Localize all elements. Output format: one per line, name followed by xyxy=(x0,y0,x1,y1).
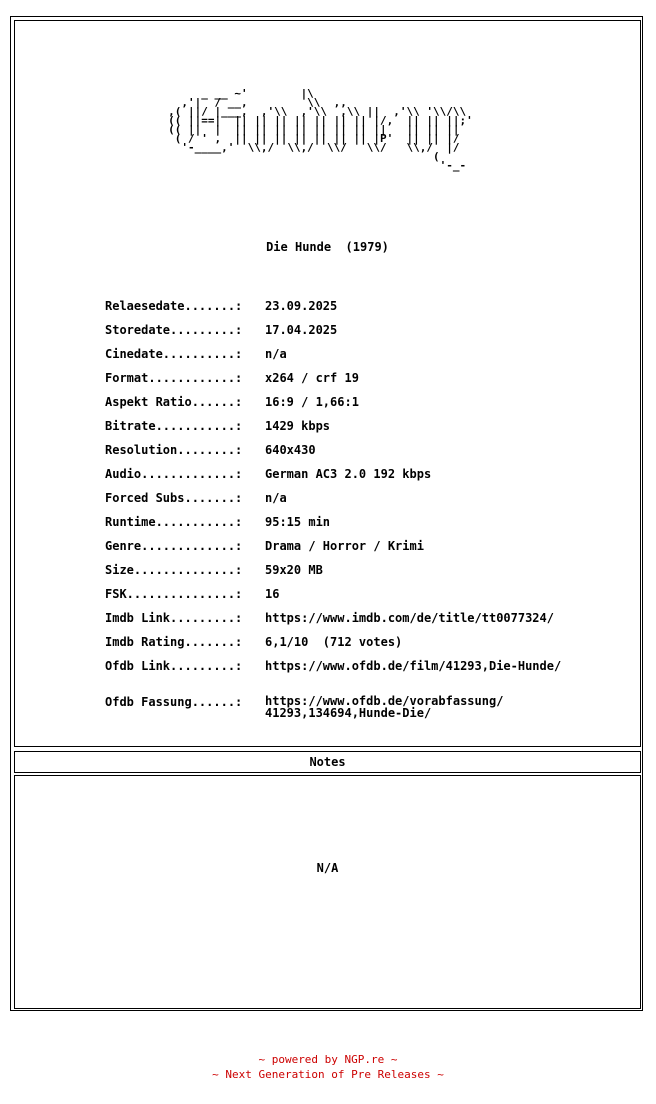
info-row-forced-subs xyxy=(105,491,561,515)
info-row-resolution xyxy=(105,443,561,467)
info-key: Cinedate..........: xyxy=(105,347,243,361)
footer xyxy=(0,1052,656,1082)
ofdb-fassung-line1: https://www.ofdb.de/vorabfassung/ xyxy=(265,694,504,708)
info-value: 95:15 min xyxy=(265,515,331,529)
info-row-imdb-rating xyxy=(105,635,561,659)
info-key: Format............: xyxy=(105,371,243,385)
info-value: 6,1/10 (712 votes) xyxy=(265,635,403,649)
info-value: n/a xyxy=(265,347,287,361)
goodboy-ascii-logo: _ __ ~' |\ ,'| / __, \\ ,, ,( ||/ |___, ,'\\ ,'\\ ,\\ || ,'\\ '\\/\\ (( ||==| || || || || || || || |/, || || ||;' (( || | || || || || || || || || || || || ( / ' , || || || || || || || |P' || || |/ '-____,' \\,/ \\,/ \\/ \\/ \\,/ |/ ( '-_- xyxy=(168,87,473,172)
info-value: Drama / Horror / Krimi xyxy=(265,539,424,553)
info-row-genre xyxy=(105,539,561,563)
nfo-frame xyxy=(10,16,643,1011)
info-value: 16:9 / 1,66:1 xyxy=(265,395,359,409)
info-row-aspect-ratio xyxy=(105,395,561,419)
info-value: n/a xyxy=(265,491,287,505)
release-info-panel xyxy=(14,20,641,747)
info-value: 23.09.2025 xyxy=(265,299,338,313)
ofdb-link[interactable]: https://www.ofdb.de/film/41293,Die-Hunde/ xyxy=(265,659,562,673)
info-value: x264 / crf 19 xyxy=(265,371,359,385)
info-value: 17.04.2025 xyxy=(265,323,338,337)
info-key: Bitrate...........: xyxy=(105,419,243,433)
info-row-audio xyxy=(105,467,561,491)
release-title: Die Hunde (1979) xyxy=(266,240,389,254)
info-key: Runtime...........: xyxy=(105,515,243,529)
info-row-cinedate xyxy=(105,347,561,371)
info-key: Forced Subs.......: xyxy=(105,491,243,505)
info-row-format xyxy=(105,371,561,395)
info-key: Imdb Link.........: xyxy=(105,611,243,625)
footer-powered-by-link[interactable]: ~ powered by NGP.re ~ xyxy=(258,1053,398,1066)
info-row-size xyxy=(105,563,561,587)
info-row-storedate xyxy=(105,323,561,347)
imdb-link[interactable]: https://www.imdb.com/de/title/tt0077324/ xyxy=(265,611,554,625)
ofdb-fassung-line2: 41293,134694,Hunde-Die/ xyxy=(265,706,432,720)
info-row-ofdb-link xyxy=(105,659,561,683)
info-value: German AC3 2.0 192 kbps xyxy=(265,467,432,481)
info-key: Relaesedate.......: xyxy=(105,299,243,313)
info-value: 16 xyxy=(265,587,280,601)
info-key: Resolution........: xyxy=(105,443,243,457)
info-key: Genre.............: xyxy=(105,539,243,553)
info-key: Storedate.........: xyxy=(105,323,243,337)
info-row-imdb-link xyxy=(105,611,561,635)
info-key: FSK...............: xyxy=(105,587,243,601)
info-row-bitrate xyxy=(105,419,561,443)
notes-label: Notes xyxy=(309,755,346,769)
footer-tagline: ~ Next Generation of Pre Releases ~ xyxy=(212,1068,444,1081)
info-value: 59x20 MB xyxy=(265,563,323,577)
info-key: Aspekt Ratio......: xyxy=(105,395,243,409)
info-value: 1429 kbps xyxy=(265,419,331,433)
notes-header xyxy=(14,751,641,773)
info-key: Imdb Rating.......: xyxy=(105,635,243,649)
info-value: 640x430 xyxy=(265,443,316,457)
notes-text: N/A xyxy=(316,861,339,875)
ofdb-fassung-link[interactable] xyxy=(265,695,503,731)
info-key: Size..............: xyxy=(105,563,243,577)
info-key: Audio.............: xyxy=(105,467,243,481)
info-list xyxy=(105,299,561,731)
info-row-runtime xyxy=(105,515,561,539)
info-row-fsk xyxy=(105,587,561,611)
info-key: Ofdb Link.........: xyxy=(105,659,243,673)
info-row-releasedate xyxy=(105,299,561,323)
info-row-ofdb-fassung xyxy=(105,695,561,731)
notes-panel xyxy=(14,775,641,1009)
info-key: Ofdb Fassung......: xyxy=(105,695,243,709)
